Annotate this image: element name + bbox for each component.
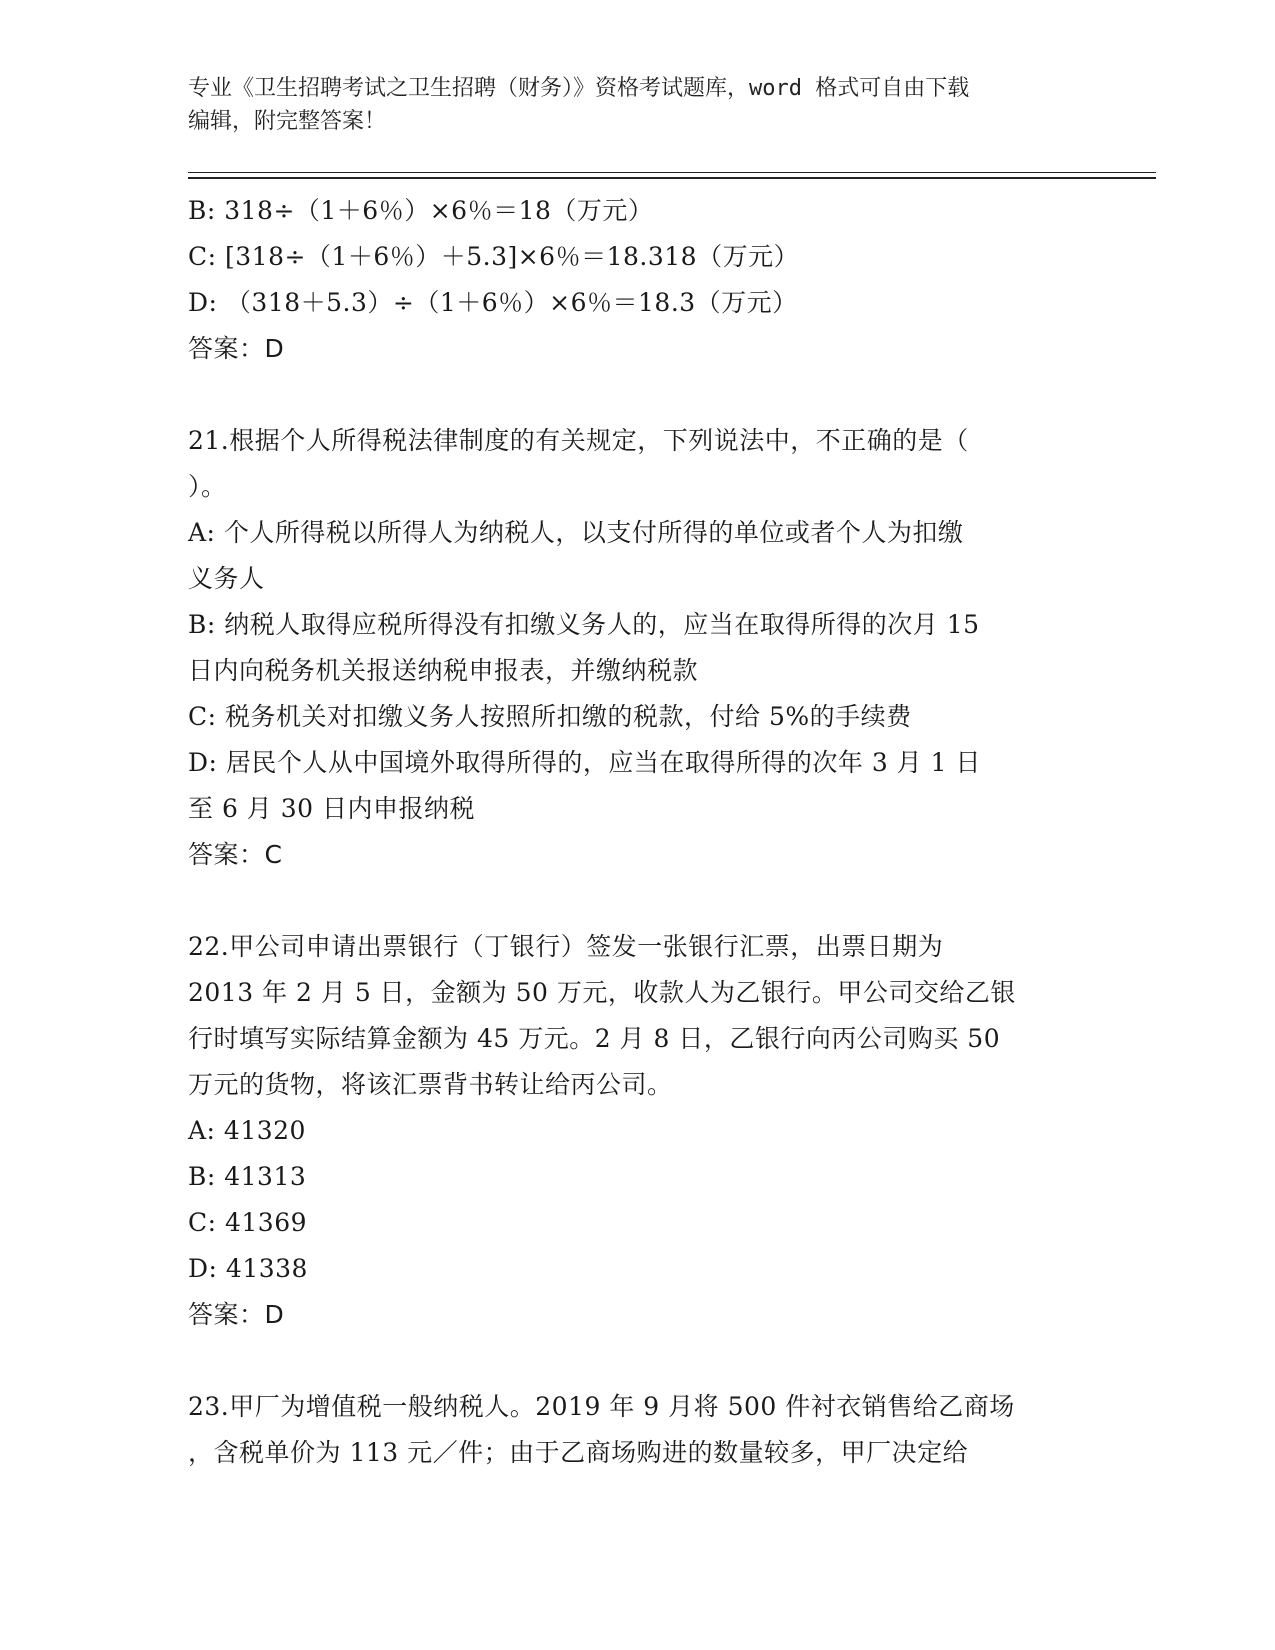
document-header	[188, 72, 1088, 138]
q22-answer: 答案：D	[188, 1300, 285, 1329]
q22-stem-line-2: 2013 年 2 月 5 日，金额为 50 万元，收款人为乙银行。甲公司交给乙银	[188, 978, 1016, 1007]
q22-option-b: B: 41313	[188, 1162, 307, 1191]
q20-option-b: B: 318÷（1＋6％）×6％＝18（万元）	[188, 196, 654, 225]
q20-option-d: D: （318＋5.3）÷（1＋6％）×6％＝18.3（万元）	[188, 288, 798, 317]
question-23-block	[188, 1384, 1088, 1476]
q22-option-d: D: 41338	[188, 1254, 308, 1283]
spacer	[188, 878, 1088, 924]
header-line-2: 编辑，附完整答案！	[188, 109, 387, 134]
q21-option-c: C: 税务机关对扣缴义务人按照所扣缴的税款，付给 5%的手续费	[188, 702, 912, 731]
question-20-block	[188, 188, 1088, 372]
q21-option-d-line-2: 至 6 月 30 日内申报纳税	[188, 794, 476, 823]
header-line-1: 专业《卫生招聘考试之卫生招聘（财务）》资格考试题库，word 格式可自由下载	[188, 76, 970, 101]
q22-option-a: A: 41320	[188, 1116, 306, 1145]
q20-answer: 答案：D	[188, 334, 285, 363]
q21-option-b-line-2: 日内向税务机关报送纳税申报表，并缴纳税款	[188, 656, 699, 685]
question-21-block	[188, 418, 1088, 878]
spacer	[188, 1338, 1088, 1384]
q21-answer: 答案：C	[188, 840, 283, 869]
q22-option-c: C: 41369	[188, 1208, 308, 1237]
q21-option-b-line-1: B: 纳税人取得应税所得没有扣缴义务人的，应当在取得所得的次月 15	[188, 610, 980, 639]
q21-stem-line-1: 21.根据个人所得税法律制度的有关规定，下列说法中，不正确的是（	[188, 426, 969, 455]
question-content	[188, 188, 1088, 1476]
q22-stem-line-3: 行时填写实际结算金额为 45 万元。2 月 8 日，乙银行向丙公司购买 50	[188, 1024, 1001, 1053]
q22-stem-line-1: 22.甲公司申请出票银行（丁银行）签发一张银行汇票，出票日期为	[188, 932, 944, 961]
q23-stem-line-1: 23.甲厂为增值税一般纳税人。2019 年 9 月将 500 件衬衣销售给乙商场	[188, 1392, 1015, 1421]
q21-stem-line-2: ）。	[188, 472, 227, 501]
header-divider-thick	[188, 177, 1156, 179]
header-divider-thin	[188, 172, 1156, 173]
q23-stem-line-2: ，含税单价为 113 元／件；由于乙商场购进的数量较多，甲厂决定给	[188, 1438, 969, 1467]
q21-option-a-line-1: A: 个人所得税以所得人为纳税人，以支付所得的单位或者个人为扣缴	[188, 518, 964, 547]
question-22-block	[188, 924, 1088, 1338]
spacer	[188, 372, 1088, 418]
q20-option-c: C: [318÷（1＋6％）＋5.3]×6％＝18.318（万元）	[188, 242, 800, 271]
q21-option-a-line-2: 义务人	[188, 564, 265, 593]
q22-stem-line-4: 万元的货物，将该汇票背书转让给丙公司。	[188, 1070, 673, 1099]
q21-option-d-line-1: D: 居民个人从中国境外取得所得的，应当在取得所得的次年 3 月 1 日	[188, 748, 982, 777]
